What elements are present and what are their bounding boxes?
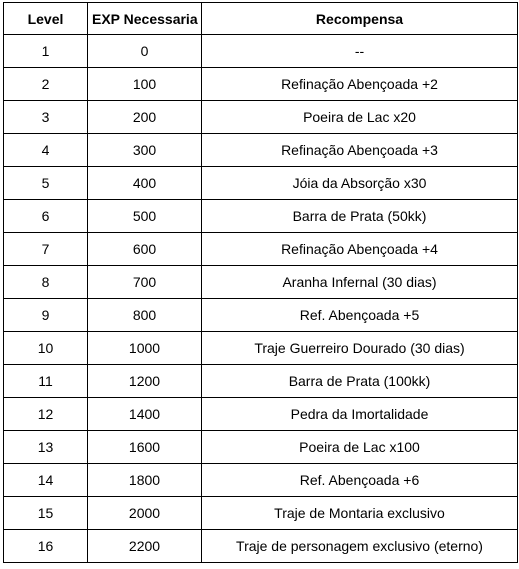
cell-level: 6 — [4, 200, 88, 233]
cell-exp: 400 — [88, 167, 202, 200]
cell-level: 5 — [4, 167, 88, 200]
cell-exp: 1800 — [88, 464, 202, 497]
cell-exp: 700 — [88, 266, 202, 299]
table-row — [4, 101, 518, 134]
cell-reward: Ref. Abençoada +6 — [202, 464, 518, 497]
cell-exp: 0 — [88, 35, 202, 68]
cell-exp: 1000 — [88, 332, 202, 365]
table-row — [4, 35, 518, 68]
cell-reward: Traje de personagem exclusivo (eterno) — [202, 530, 518, 563]
cell-level: 3 — [4, 101, 88, 134]
cell-reward: Pedra da Imortalidade — [202, 398, 518, 431]
cell-level: 10 — [4, 332, 88, 365]
cell-exp: 500 — [88, 200, 202, 233]
table-row — [4, 431, 518, 464]
cell-level: 13 — [4, 431, 88, 464]
cell-level: 14 — [4, 464, 88, 497]
table-row — [4, 497, 518, 530]
cell-exp: 1200 — [88, 365, 202, 398]
table-header — [4, 3, 518, 35]
cell-level: 4 — [4, 134, 88, 167]
cell-level: 2 — [4, 68, 88, 101]
header-reward: Recompensa — [202, 3, 518, 35]
cell-reward: Poeira de Lac x100 — [202, 431, 518, 464]
header-exp: EXP Necessaria — [88, 3, 202, 35]
cell-level: 9 — [4, 299, 88, 332]
cell-exp: 200 — [88, 101, 202, 134]
cell-exp: 800 — [88, 299, 202, 332]
table-row — [4, 200, 518, 233]
cell-reward: Barra de Prata (50kk) — [202, 200, 518, 233]
header-row — [4, 3, 518, 35]
table-row — [4, 530, 518, 563]
cell-exp: 600 — [88, 233, 202, 266]
cell-exp: 300 — [88, 134, 202, 167]
cell-reward: Aranha Infernal (30 dias) — [202, 266, 518, 299]
cell-reward: Refinação Abençoada +3 — [202, 134, 518, 167]
cell-reward: Barra de Prata (100kk) — [202, 365, 518, 398]
cell-level: 15 — [4, 497, 88, 530]
table-row — [4, 134, 518, 167]
cell-reward: Traje Guerreiro Dourado (30 dias) — [202, 332, 518, 365]
cell-level: 8 — [4, 266, 88, 299]
cell-level: 7 — [4, 233, 88, 266]
cell-exp: 2000 — [88, 497, 202, 530]
cell-reward: Jóia da Absorção x30 — [202, 167, 518, 200]
table-row — [4, 68, 518, 101]
table-row — [4, 233, 518, 266]
table-row — [4, 332, 518, 365]
table-row — [4, 266, 518, 299]
cell-reward: Refinação Abençoada +2 — [202, 68, 518, 101]
cell-exp: 100 — [88, 68, 202, 101]
cell-level: 1 — [4, 35, 88, 68]
cell-reward: Traje de Montaria exclusivo — [202, 497, 518, 530]
table-row — [4, 167, 518, 200]
level-rewards-table — [3, 2, 518, 563]
cell-exp: 2200 — [88, 530, 202, 563]
cell-level: 11 — [4, 365, 88, 398]
table-row — [4, 365, 518, 398]
header-level: Level — [4, 3, 88, 35]
cell-exp: 1600 — [88, 431, 202, 464]
cell-reward: Ref. Abençoada +5 — [202, 299, 518, 332]
cell-reward: Poeira de Lac x20 — [202, 101, 518, 134]
table-row — [4, 299, 518, 332]
table-row — [4, 464, 518, 497]
cell-level: 12 — [4, 398, 88, 431]
cell-reward: Refinação Abençoada +4 — [202, 233, 518, 266]
cell-level: 16 — [4, 530, 88, 563]
cell-reward: -- — [202, 35, 518, 68]
table-row — [4, 398, 518, 431]
cell-exp: 1400 — [88, 398, 202, 431]
table-body — [4, 35, 518, 563]
